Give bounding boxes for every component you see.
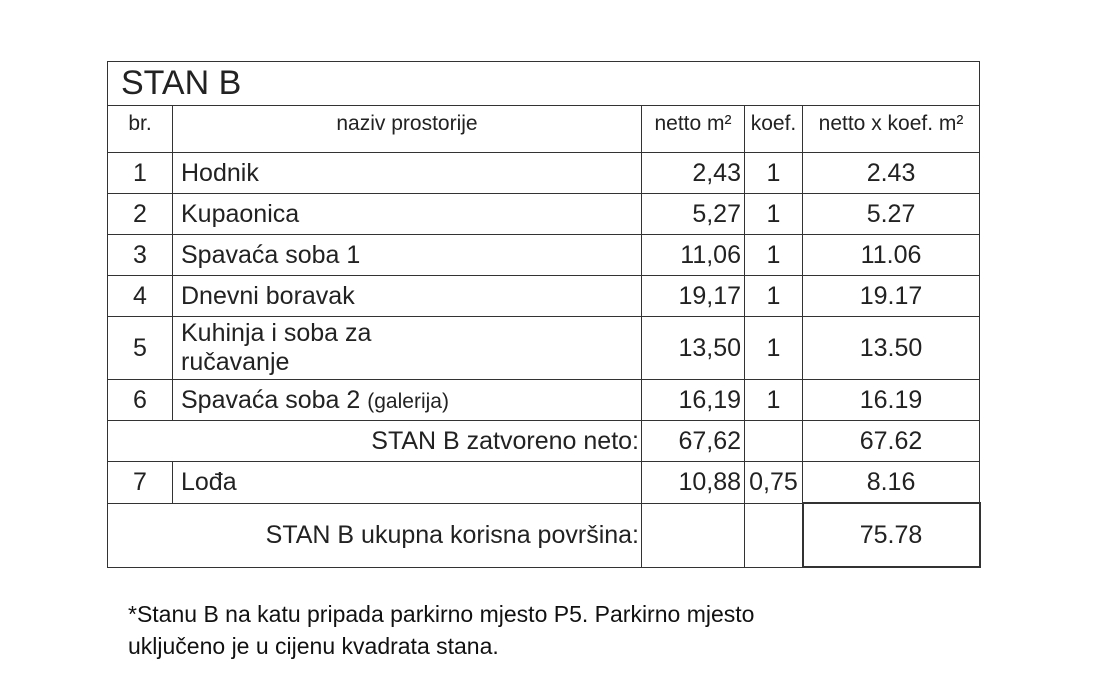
footnote-line1: *Stanu B na katu pripada parkirno mjesto P5. Parkirno mjesto — [128, 601, 755, 627]
header-row — [108, 106, 980, 153]
koef-value: 0,75 — [745, 462, 803, 504]
netto-value: 19,17 — [642, 276, 745, 317]
grand-total-row — [108, 503, 980, 567]
grand-total-koef-empty — [745, 503, 803, 567]
closed-total-row — [108, 421, 980, 462]
koef-value: 1 — [745, 317, 803, 380]
result-value: 19.17 — [803, 276, 980, 317]
area-table — [107, 61, 979, 568]
room-name — [173, 380, 642, 421]
room-name-line2: ručavanje — [181, 348, 290, 376]
table-row — [108, 380, 980, 421]
row-number: 4 — [108, 276, 173, 317]
footnote — [128, 598, 928, 662]
closed-total-label: STAN B zatvoreno neto: — [108, 421, 642, 462]
room-name: Dnevni boravak — [173, 276, 642, 317]
netto-value: 10,88 — [642, 462, 745, 504]
table-row — [108, 462, 980, 504]
header-br: br. — [108, 106, 173, 153]
row-number: 3 — [108, 235, 173, 276]
closed-total-koef-empty — [745, 421, 803, 462]
koef-value: 1 — [745, 194, 803, 235]
row-number: 1 — [108, 153, 173, 194]
closed-total-result: 67.62 — [803, 421, 980, 462]
room-name: Lođa — [173, 462, 642, 504]
netto-value: 11,06 — [642, 235, 745, 276]
grand-total-result: 75.78 — [803, 503, 980, 567]
table-row — [108, 153, 980, 194]
koef-value: 1 — [745, 153, 803, 194]
room-name — [173, 317, 642, 380]
netto-value: 5,27 — [642, 194, 745, 235]
grand-total-label: STAN B ukupna korisna površina: — [108, 503, 642, 567]
header-netto: netto m² — [642, 106, 745, 153]
footnote-line2: uključeno je u cijenu kvadrata stana. — [128, 633, 499, 659]
koef-value: 1 — [745, 235, 803, 276]
netto-value: 13,50 — [642, 317, 745, 380]
row-number: 6 — [108, 380, 173, 421]
result-value: 13.50 — [803, 317, 980, 380]
koef-value: 1 — [745, 380, 803, 421]
room-name: Spavaća soba 1 — [173, 235, 642, 276]
row-number: 7 — [108, 462, 173, 504]
result-value: 16.19 — [803, 380, 980, 421]
table-row — [108, 276, 980, 317]
table-row — [108, 317, 980, 380]
row-number: 5 — [108, 317, 173, 380]
grand-total-netto-empty — [642, 503, 745, 567]
result-value: 11.06 — [803, 235, 980, 276]
closed-total-netto: 67,62 — [642, 421, 745, 462]
netto-value: 16,19 — [642, 380, 745, 421]
result-value: 5.27 — [803, 194, 980, 235]
room-name-main: Spavaća soba 2 — [181, 385, 361, 414]
table-title: STAN B — [108, 62, 980, 106]
header-koef: koef. — [745, 106, 803, 153]
header-netto-koef: netto x koef. m² — [803, 106, 980, 153]
room-name: Kupaonica — [173, 194, 642, 235]
koef-value: 1 — [745, 276, 803, 317]
netto-value: 2,43 — [642, 153, 745, 194]
table-row — [108, 194, 980, 235]
result-value: 8.16 — [803, 462, 980, 504]
room-name-line1: Kuhinja i soba za — [181, 319, 372, 348]
room-name-suffix: (galerija) — [367, 389, 449, 413]
result-value: 2.43 — [803, 153, 980, 194]
row-number: 2 — [108, 194, 173, 235]
room-name: Hodnik — [173, 153, 642, 194]
header-naziv: naziv prostorije — [173, 106, 642, 153]
table-row — [108, 235, 980, 276]
